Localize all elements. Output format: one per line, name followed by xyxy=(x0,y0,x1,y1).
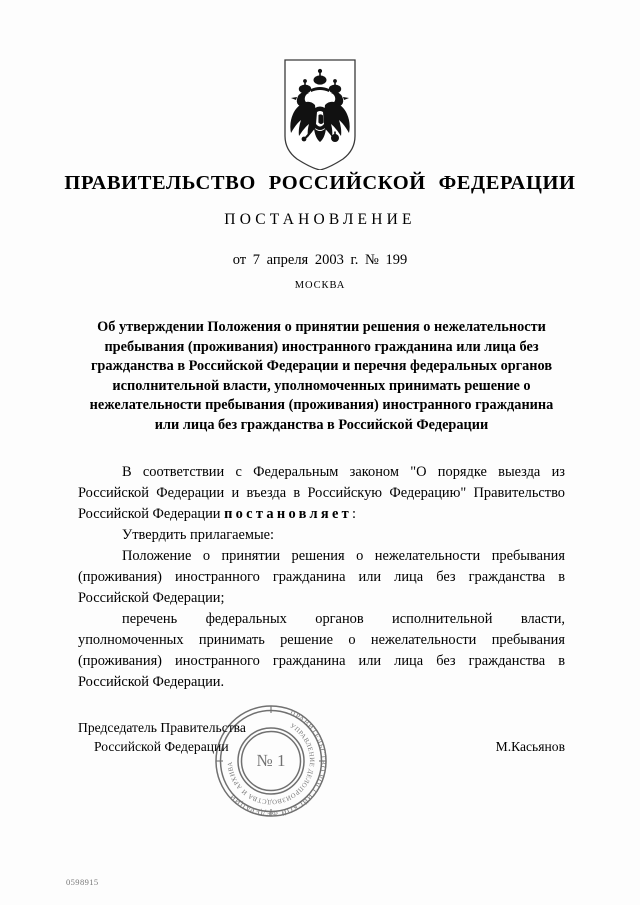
russian-coat-of-arms-icon xyxy=(281,58,359,170)
date-and-number: от 7 апреля 2003 г. № 199 xyxy=(232,252,408,268)
issuing-authority-heading: ПРАВИТЕЛЬСТВО РОССИЙСКОЙ ФЕДЕРАЦИИ xyxy=(64,172,576,194)
svg-text:№ 1: № 1 xyxy=(256,751,286,770)
coat-of-arms-container xyxy=(0,58,640,170)
lead-in-paragraph: Утвердить прилагаемые: xyxy=(122,527,275,543)
preamble-colon: : xyxy=(352,506,357,522)
city-label: МОСКВА xyxy=(294,280,346,291)
document-body xyxy=(78,462,565,693)
signatory-name: М.Касьянов xyxy=(495,739,565,754)
title-line: пребывания (проживания) иностранного гражданина или лица без xyxy=(104,338,539,355)
act-type-heading: ПОСТАНОВЛЕНИЕ xyxy=(224,211,416,228)
approved-item-1: Положение о принятии решения о нежелательности пребывания (проживания) иностранного гражданина или лица без гражданства в Российской Федерации; xyxy=(78,548,565,606)
title-line: исполнительной власти, уполномоченных принимать решение о xyxy=(112,377,531,394)
preamble-paragraph xyxy=(78,462,565,525)
signatory-position xyxy=(78,718,246,756)
document-title xyxy=(78,318,565,436)
decrees-keyword: постановляет xyxy=(224,506,353,522)
title-line: или лица без гражданства в Российской Федерации xyxy=(154,416,489,433)
title-line: нежелательности пребывания (проживания) иностранного гражданина xyxy=(89,397,554,414)
preamble-text-before: В соответствии с Федеральным законом "О порядке выезда из Российской Федерации и въезда в Российскую Федерацию" Правительство Российской Федерации xyxy=(78,464,565,522)
svg-text:ПРАВИТЕЛЬСТВО РОССИЙСКОЙ ФЕДЕР: ПРАВИТЕЛЬСТВО РОССИЙСКОЙ ФЕДЕРАЦИИ xyxy=(227,708,329,819)
signatory-position-line-2: Российской Федерации xyxy=(94,739,229,754)
svg-text:УПРАВЛЕНИЕ ДЕЛОПРОИЗВОДСТВА И: УПРАВЛЕНИЕ ДЕЛОПРОИЗВОДСТВА И АРХИВА xyxy=(226,722,316,806)
signatory-position-line-1: Председатель Правительства xyxy=(78,720,246,735)
title-line: Об утверждении Положения о принятии решения о нежелательности xyxy=(97,319,546,335)
approved-item-2: перечень федеральных органов исполнительной власти, уполномоченных принимать решение о нежелательности пребывания (проживания) иностранного гражданина или лица без гражданства в Российской Федерации. xyxy=(78,611,565,690)
footer-print-code: 0598915 xyxy=(66,877,99,887)
title-line: гражданства в Российской Федерации и перечня федеральных органов xyxy=(90,358,553,375)
